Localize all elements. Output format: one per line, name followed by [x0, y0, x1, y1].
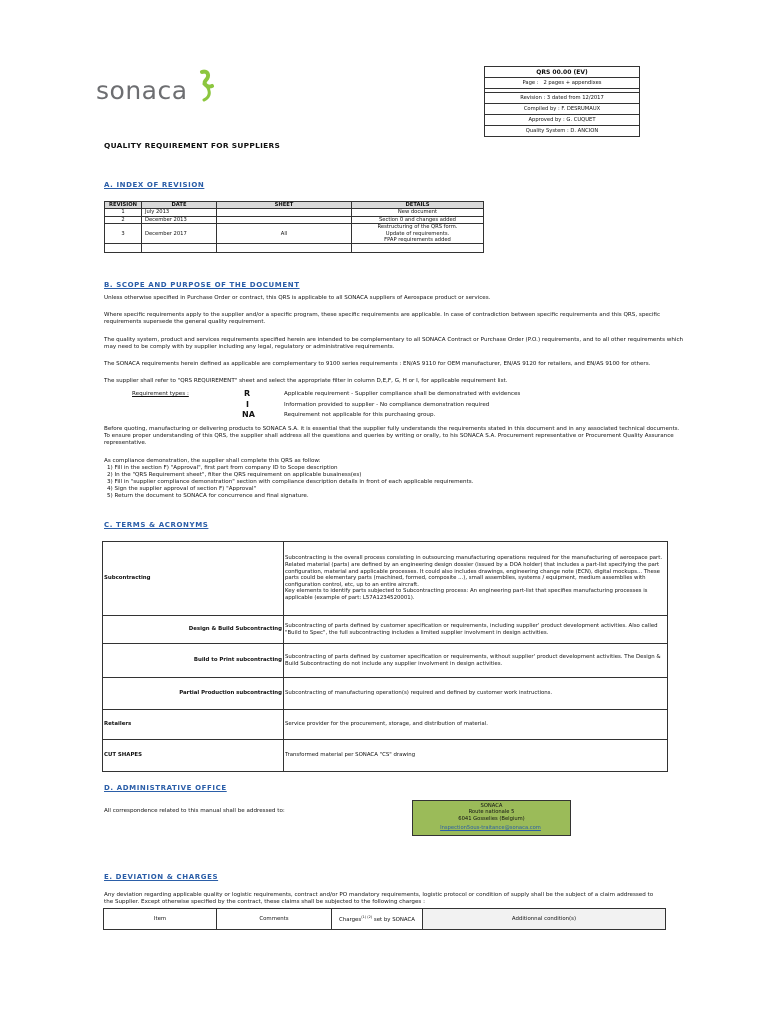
- definition-cell: Subcontracting of parts defined by customer specification or requirements, without supplier' product development activities. The Design & Build Subcontracting do not include any supplier involvment in design activities.: [284, 644, 668, 678]
- contact-email-link[interactable]: Inspection5ous-traitance@sonaca.com: [440, 825, 541, 831]
- document-title: QUALITY REQUIREMENT FOR SUPPLIERS: [104, 141, 281, 150]
- compiled-by: Compiled by : F. DESRUMAUX: [485, 104, 640, 115]
- col-additional: Additionnal condition(s): [423, 909, 666, 930]
- definition-cell: Subcontracting of manufacturing operation(s) required and defined by customer work instructions.: [284, 678, 668, 710]
- req-desc-r: Applicable requirement - Supplier compliance shall be demonstrated with evidences: [284, 391, 521, 397]
- step-2: 2) In the "QRS Requirement sheet", filter the QRS requirement on applicable busainess(es): [107, 472, 362, 478]
- logo-text: sonaca: [96, 76, 188, 105]
- table-row: [103, 542, 668, 616]
- section-c-heading: C. TERMS & ACRONYMS: [104, 521, 209, 529]
- charges-footnote-marks: (1) (2): [361, 915, 373, 920]
- approved-by: Approved by : G. CUQUET: [485, 115, 640, 126]
- req-desc-i: Information provided to supplier - No compliance demonstration required: [284, 402, 490, 408]
- cell-details: New document: [352, 209, 484, 216]
- req-code-r: R: [244, 389, 251, 398]
- table-row: [103, 616, 668, 644]
- revision-info: Revision : 3 dated from 12/2017: [485, 93, 640, 104]
- scope-paragraph-3: The quality system, product and services requirements specified herein are intended to be complementary to all SONACA Contract or Purchase Order (P.O.) requirements, and to all other requirements which may need to be comply with by supplier including any legal, regulatory or administrative requirements.: [104, 337, 684, 350]
- table-row: [105, 224, 484, 244]
- cell-date: July 2013: [142, 209, 217, 216]
- term-cell: Build to Print subcontracting: [103, 644, 284, 678]
- cell-date: December 2013: [142, 216, 217, 223]
- cell-details: Restructuring of the QRS form. Update of requirements. FPAP requirements added: [352, 224, 484, 244]
- revision-table: [104, 201, 484, 253]
- req-code-na: NA: [242, 410, 255, 419]
- compliance-steps: [104, 458, 684, 500]
- table-row: [105, 244, 484, 253]
- document-code: QRS 00.00 (EV): [485, 67, 640, 78]
- document-header-box: [484, 66, 640, 137]
- cell-sheet: [217, 216, 352, 223]
- col-date: DATE: [142, 202, 217, 209]
- col-item: Item: [104, 909, 217, 930]
- scope-paragraph-2: Where specific requirements apply to the supplier and/or a specific program, these specific requirements are applicable. In case of contradiction between specific requirements and this QRS, specific requirements supersede the general quality requirement.: [104, 312, 661, 325]
- section-a-heading: A. INDEX OF REVISION: [104, 181, 205, 189]
- section-b-heading: B. SCOPE AND PURPOSE OF THE DOCUMENT: [104, 281, 300, 289]
- table-row: [103, 740, 668, 772]
- cell-details: Section 0 and changes added: [352, 216, 484, 223]
- cell-sheet: [217, 209, 352, 216]
- step-4: 4) Sign the supplier approval of section F) "Approval": [107, 486, 257, 492]
- sonaca-logo: [94, 66, 224, 114]
- term-cell: Retailers: [103, 710, 284, 740]
- col-revision: REVISION: [105, 202, 142, 209]
- definition-cell: Transformed material per SONACA "CS" drawing: [284, 740, 668, 772]
- scope-paragraph-5: The supplier shall refer to "QRS REQUIREMENT" sheet and select the appropriate filter in column D,E,F, G, H or I, for applicable requirement list.: [104, 378, 508, 384]
- table-row: [103, 678, 668, 710]
- definition-cell: Subcontracting is the overall process consisting in outsourcing manufacturing operations required for the manufacturing of aerospace part. Related material (parts) are defined by an engineering design dossier (issued by a DOA holder) that includes a part-list specifying the part configuration, material and applicable processes. It could also includes drawings, engineering change note (ECN), digital mockups... These parts could be elementary parts (machined, formed, composite ...), small assemblies, systems / equipment, medium assemblies with configuration control, etc, up to an entire aircraft. Key elements to identify parts subjected to Subcontracting process: An engineering part-list that specifies manufacturing processes is applicable (example of part: L57A1234520001).: [284, 542, 668, 616]
- quality-system: Quality System : D. ANCION: [485, 126, 640, 137]
- col-details: DETAILS: [352, 202, 484, 209]
- table-row: [105, 216, 484, 223]
- term-cell: Subcontracting: [103, 542, 284, 616]
- address-line-2: Route nationale 5: [468, 809, 515, 816]
- cell-sheet: All: [217, 224, 352, 244]
- col-comments: Comments: [217, 909, 332, 930]
- col-charges: Charges$^{(1) (2)}$ set by SONACA: [332, 909, 423, 930]
- section-e-heading: E. DEVIATION & CHARGES: [104, 873, 219, 881]
- cell-rev: 3: [105, 224, 142, 244]
- scope-paragraph-1: Unless otherwise specified in Purchase Order or contract, this QRS is applicable to all SONACA suppliers of Aerospace product or services.: [104, 295, 491, 301]
- deviation-text: Any deviation regarding applicable quality or logistic requirements, contract and/or PO mandatory requirements, logistic protocol or condition of supply shall be the subject of a claim addressed to the Supplier. Except otherwise specified by the contract, these claims shall be subjected to the following charges :: [104, 892, 654, 905]
- charges-note: set by SONACA: [372, 917, 415, 924]
- table-row: [103, 644, 668, 678]
- page-label: Page :: [522, 80, 539, 86]
- col-sheet: SHEET: [217, 202, 352, 209]
- definition-cell: Subcontracting of parts defined by customer specification or requirements, including supplier' product development activities. Also called "Build to Spec", the full subcontracting includes a limited supplier involvment in design activities.: [284, 616, 668, 644]
- step-5: 5) Return the document to SONACA for concurrence and final signature.: [107, 493, 309, 499]
- compliance-intro: As compliance demonstration, the supplier shall complete this QRS as follow:: [104, 458, 321, 464]
- term-cell: CUT SHAPES: [103, 740, 284, 772]
- scope-paragraph-4: The SONACA requirements herein defined as applicable are complementary to 9100 series requirements : EN/AS 9110 for OEM manufacturer, EN/AS 9120 for retailers, and EN/AS 9100 for others.: [104, 361, 651, 367]
- table-row: [105, 209, 484, 216]
- cell-rev: 1: [105, 209, 142, 216]
- definition-cell: Service provider for the procurement, storage, and distribution of material.: [284, 710, 668, 740]
- page-value: 2 pages + appendixes: [543, 80, 602, 86]
- address-line-3: 6041 Gosselies (Belgium): [458, 815, 525, 822]
- scope-paragraph-6: Before quoting, manufacturing or delivering products to SONACA S.A. it is essential that the supplier fully understands the requirements stated in this document and in any associated technical documents. To ensure proper understanding of this QRS, the supplier shall address all the questions and queries by writing or orally, to his SONACA S.A. Procurement representative or Procurement Quality Assurance representative.: [104, 426, 680, 446]
- term-cell: Partial Production subcontracting: [103, 678, 284, 710]
- req-code-i: I: [246, 400, 249, 409]
- table-row: [103, 710, 668, 740]
- cell-rev: 2: [105, 216, 142, 223]
- term-cell: Design & Build Subcontracting: [103, 616, 284, 644]
- charges-table: [103, 908, 666, 930]
- cell-date: December 2017: [142, 224, 217, 244]
- correspondence-text: All correspondence related to this manual shall be addressed to:: [104, 808, 285, 814]
- req-desc-na: Requirement not applicable for this purchasing group.: [284, 412, 436, 418]
- section-d-heading: D. ADMINISTRATIVE OFFICE: [104, 784, 227, 792]
- step-3: 3) Fill in "supplier compliance demonstration" section with compliance description details in front of each applicable requirements.: [107, 479, 474, 485]
- address-line-1: SONACA: [480, 803, 503, 809]
- requirement-types-label: Requirement types :: [132, 391, 189, 397]
- step-1: 1) Fill in the section F) "Approval", first part from company ID to Scope description: [107, 465, 338, 471]
- terms-table: [102, 541, 668, 772]
